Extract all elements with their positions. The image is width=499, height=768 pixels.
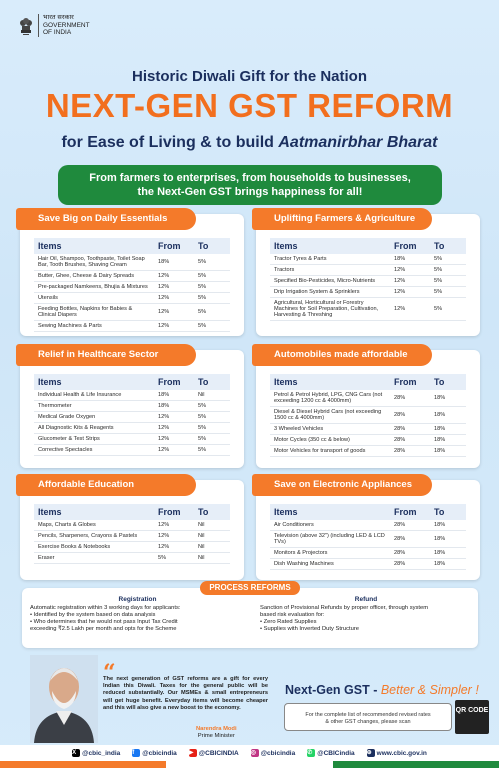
- rate-to: 5%: [194, 271, 230, 282]
- item-name: Hair Oil, Shampoo, Toothpaste, Toilet Soap Bar, Tooth Brushes, Shaving Cream: [34, 254, 154, 271]
- column-header-to: To: [430, 238, 466, 254]
- tagline: [285, 683, 479, 697]
- item-name: Motor Vehicles for transport of goods: [270, 446, 390, 457]
- rate-to: 5%: [430, 287, 466, 298]
- table-row: [34, 542, 230, 553]
- item-name: All Diagnostic Kits & Reagents: [34, 423, 154, 434]
- item-name: Agricultural, Horticultural or Forestry Machines for Soil Preparation, Cultivation, Harvesting & Threshing: [270, 298, 390, 321]
- table-row: [34, 321, 230, 332]
- globe-icon: ⊕: [367, 749, 375, 757]
- table-row: [34, 390, 230, 401]
- card-electronics: [256, 480, 480, 580]
- table-row: [270, 407, 466, 424]
- rate-to: 18%: [430, 446, 466, 457]
- table-row: [34, 412, 230, 423]
- rate-from: 12%: [154, 520, 194, 531]
- rate-to: 5%: [194, 321, 230, 332]
- card-title: Uplifting Farmers & Agriculture: [252, 208, 432, 230]
- rate-from: 12%: [154, 271, 194, 282]
- signature: [196, 726, 237, 739]
- column-header-from: From: [390, 374, 430, 390]
- rate-from: 12%: [154, 434, 194, 445]
- column-header-to: To: [194, 374, 230, 390]
- page-title: NEXT-GEN GST REFORM: [45, 87, 454, 124]
- rate-table: [270, 238, 466, 321]
- rate-from: 12%: [390, 287, 430, 298]
- item-name: Feeding Bottles, Napkins for Babies & Clinical Diapers: [34, 304, 154, 321]
- rate-to: 5%: [194, 412, 230, 423]
- social-link[interactable]: [72, 749, 120, 757]
- rate-to: 5%: [194, 401, 230, 412]
- item-name: Monitors & Projectors: [270, 548, 390, 559]
- table-header-row: [34, 238, 230, 254]
- banner-line1: From farmers to enterprises, from households to businesses,: [89, 172, 411, 184]
- rate-from: 18%: [390, 254, 430, 265]
- rate-to: 5%: [194, 304, 230, 321]
- refund-section: [260, 596, 472, 633]
- table-row: [34, 434, 230, 445]
- rate-from: 28%: [390, 424, 430, 435]
- quote-text: The next generation of GST reforms are a gift for every Indian this Diwali. Taxes for the general public will be reduced substantially. Our MSMEs & small entrepreneurs will get huge benefit. Everyday items will become cheaper and this will also give a new boost to the economy.: [103, 676, 268, 711]
- headline: Historic Diwali Gift for the Nation: [131, 68, 367, 85]
- table-row: [270, 424, 466, 435]
- table-header-row: [34, 374, 230, 390]
- rate-to: 18%: [430, 424, 466, 435]
- rate-from: 28%: [390, 520, 430, 531]
- table-row: [270, 287, 466, 298]
- card-daily-essentials: [20, 214, 244, 336]
- table-row: [270, 298, 466, 321]
- rate-to: Nil: [194, 553, 230, 564]
- item-name: Medical Grade Oxygen: [34, 412, 154, 423]
- rate-to: 18%: [430, 548, 466, 559]
- column-header-items: Items: [270, 238, 390, 254]
- table-row: [34, 531, 230, 542]
- social-handle: @CBICindia: [317, 749, 355, 757]
- process-reforms: [22, 583, 478, 648]
- rate-table: [34, 504, 230, 564]
- item-name: Air Conditioners: [270, 520, 390, 531]
- social-link[interactable]: [251, 749, 296, 757]
- card-healthcare: [20, 350, 244, 468]
- list-note-line1: For the complete list of recommended revised rates: [305, 712, 431, 718]
- gov-hindi-text: भारत सरकार: [43, 14, 74, 21]
- column-header-from: From: [390, 504, 430, 520]
- rate-to: Nil: [194, 531, 230, 542]
- rate-to: 18%: [430, 390, 466, 407]
- rate-to: 18%: [430, 520, 466, 531]
- rate-table: [34, 374, 230, 456]
- item-name: Pencils, Sharpeners, Crayons & Pastels: [34, 531, 154, 542]
- card-title: Relief in Healthcare Sector: [16, 344, 196, 366]
- item-name: Tractors: [270, 265, 390, 276]
- item-name: Maps, Charts & Globes: [34, 520, 154, 531]
- quote-mark-icon: “: [103, 660, 116, 686]
- rate-to: Nil: [194, 520, 230, 531]
- social-handle: www.cbic.gov.in: [376, 749, 427, 757]
- social-handle: @cbic_india: [82, 749, 121, 757]
- gov-line2: OF INDIA: [43, 29, 72, 36]
- column-header-items: Items: [270, 374, 390, 390]
- table-header-row: [34, 504, 230, 520]
- social-link[interactable]: [132, 749, 177, 757]
- national-emblem-icon: [18, 14, 34, 40]
- list-note: [284, 703, 452, 731]
- table-row: [34, 304, 230, 321]
- tricolor-bar: [0, 761, 499, 768]
- table-row: [270, 559, 466, 570]
- rate-from: 12%: [154, 321, 194, 332]
- tagline-plain: Next-Gen GST -: [285, 683, 381, 697]
- quote-name: Narendra Modi: [196, 726, 237, 732]
- rate-from: 28%: [390, 435, 430, 446]
- table-row: [34, 445, 230, 456]
- item-name: Drip Irrigation System & Sprinklers: [270, 287, 390, 298]
- table-header-row: [270, 374, 466, 390]
- rate-from: 18%: [154, 401, 194, 412]
- gov-line1: GOVERNMENT: [43, 21, 90, 29]
- qr-code[interactable]: QR CODE: [455, 700, 489, 734]
- rate-from: 12%: [154, 531, 194, 542]
- column-header-items: Items: [34, 374, 154, 390]
- rate-from: 12%: [154, 293, 194, 304]
- rate-to: 5%: [194, 293, 230, 304]
- rate-from: 12%: [154, 304, 194, 321]
- rate-from: 12%: [154, 445, 194, 456]
- table-row: [34, 423, 230, 434]
- refund-heading: Refund: [354, 596, 378, 603]
- table-row: [34, 553, 230, 564]
- rate-table: [270, 504, 466, 570]
- item-name: Dish Washing Machines: [270, 559, 390, 570]
- refund-line: • Zero Rated Supplies: [260, 619, 317, 625]
- table-row: [270, 390, 466, 407]
- table-row: [270, 446, 466, 457]
- subtitle-italic: Aatmanirbhar Bharat: [278, 134, 438, 151]
- table-row: [270, 548, 466, 559]
- rate-to: 5%: [194, 423, 230, 434]
- table-header-row: [270, 238, 466, 254]
- column-header-from: From: [390, 238, 430, 254]
- card-title: Save Big on Daily Essentials: [16, 208, 196, 230]
- table-row: [34, 401, 230, 412]
- item-name: Diesel & Diesel Hybrid Cars (not exceeding 1500 cc & 4000mm): [270, 407, 390, 424]
- registration-heading: Registration: [118, 596, 157, 603]
- rate-to: 18%: [430, 435, 466, 446]
- card-farmers-agriculture: [256, 214, 480, 336]
- item-name: Exercise Books & Notebooks: [34, 542, 154, 553]
- item-name: Corrective Spectacles: [34, 445, 154, 456]
- government-label: [38, 14, 90, 37]
- whatsapp-icon: ✆: [307, 749, 315, 757]
- rate-to: 18%: [430, 407, 466, 424]
- item-name: Eraser: [34, 553, 154, 564]
- rate-table: [270, 374, 466, 457]
- table-row: [34, 271, 230, 282]
- subtitle-plain: for Ease of Living & to build: [61, 134, 279, 151]
- registration-line: • Identified by the system based on data analysis: [30, 612, 156, 618]
- banner-line2: the Next-Gen GST brings happiness for all!: [137, 186, 363, 198]
- column-header-items: Items: [270, 504, 390, 520]
- rate-from: 28%: [390, 559, 430, 570]
- item-name: Petrol & Petrol Hybrid, LPG, CNG Cars (not exceeding 1200 cc & 4000mm): [270, 390, 390, 407]
- x-icon: X: [72, 749, 80, 757]
- column-header-from: From: [154, 238, 194, 254]
- column-header-items: Items: [34, 504, 154, 520]
- registration-line: • Who determines that he would not pass Input Tax Credit: [30, 619, 178, 625]
- column-header-to: To: [430, 374, 466, 390]
- table-row: [34, 293, 230, 304]
- rate-from: 28%: [390, 407, 430, 424]
- table-row: [34, 282, 230, 293]
- card-automobiles: [256, 350, 480, 468]
- table-row: [270, 265, 466, 276]
- item-name: Butter, Ghee, Cheese & Dairy Spreads: [34, 271, 154, 282]
- rate-to: 5%: [194, 445, 230, 456]
- rate-from: 12%: [390, 298, 430, 321]
- table-header-row: [270, 504, 466, 520]
- rate-from: 18%: [154, 390, 194, 401]
- rate-from: 12%: [154, 542, 194, 553]
- rate-from: 28%: [390, 446, 430, 457]
- social-links: [0, 745, 499, 761]
- rate-from: 12%: [390, 265, 430, 276]
- rate-from: 28%: [390, 531, 430, 548]
- refund-line: Sanction of Provisional Refunds by proper officer, through system: [260, 605, 429, 611]
- rate-from: 5%: [154, 553, 194, 564]
- rate-from: 28%: [390, 390, 430, 407]
- social-handle: @cbicindia: [260, 749, 296, 757]
- column-header-from: From: [154, 374, 194, 390]
- table-row: [34, 254, 230, 271]
- table-row: [270, 531, 466, 548]
- rate-to: 5%: [430, 298, 466, 321]
- item-name: Thermometer: [34, 401, 154, 412]
- registration-line: Automatic registration within 3 working days for applicants:: [30, 605, 181, 611]
- table-row: [270, 435, 466, 446]
- rate-to: 5%: [194, 254, 230, 271]
- item-name: Individual Health & Life Insurance: [34, 390, 154, 401]
- item-name: Motor Cycles (350 cc & below): [270, 435, 390, 446]
- item-name: Sewing Machines & Parts: [34, 321, 154, 332]
- prime-minister-portrait: [30, 655, 98, 743]
- list-note-line2: & other GST changes, please scan: [325, 718, 411, 725]
- item-name: Specified Bio-Pesticides, Micro-Nutrients: [270, 276, 390, 287]
- white-stripe: [166, 761, 332, 768]
- item-name: Glucometer & Test Strips: [34, 434, 154, 445]
- table-row: [270, 276, 466, 287]
- item-name: Television (above 32") (including LED & LCD TVs): [270, 531, 390, 548]
- rate-to: 5%: [430, 254, 466, 265]
- column-header-to: To: [194, 504, 230, 520]
- column-header-to: To: [430, 504, 466, 520]
- subtitle: [0, 134, 499, 152]
- rate-to: 5%: [194, 282, 230, 293]
- process-reforms-title: PROCESS REFORMS: [200, 581, 300, 595]
- government-of-india-logo: [18, 14, 90, 40]
- rate-to: 18%: [430, 559, 466, 570]
- tagline-italic: Better & Simpler !: [380, 683, 479, 697]
- item-name: 3 Wheeled Vehicles: [270, 424, 390, 435]
- rate-from: 18%: [154, 254, 194, 271]
- social-handle: @cbicindia: [142, 749, 177, 757]
- card-title: Save on Electronic Appliances: [252, 474, 432, 496]
- refund-line: • Supplies with Inverted Duty Structure: [260, 626, 360, 632]
- card-education: [20, 480, 244, 580]
- green-stripe: [333, 761, 499, 768]
- rate-to: 18%: [430, 531, 466, 548]
- refund-line: based risk evaluation for:: [260, 612, 325, 618]
- rate-from: 28%: [390, 548, 430, 559]
- rate-table: [34, 238, 230, 332]
- rate-from: 12%: [154, 282, 194, 293]
- social-handle: @CBICINDIA: [198, 749, 239, 757]
- social-link[interactable]: [367, 749, 427, 757]
- card-title: Automobiles made affordable: [252, 344, 432, 366]
- column-header-items: Items: [34, 238, 154, 254]
- column-header-to: To: [194, 238, 230, 254]
- facebook-icon: f: [132, 749, 140, 757]
- rate-from: 12%: [154, 423, 194, 434]
- item-name: Utensils: [34, 293, 154, 304]
- table-row: [270, 254, 466, 265]
- banner: [58, 165, 442, 205]
- table-row: [270, 520, 466, 531]
- rate-to: Nil: [194, 390, 230, 401]
- item-name: Tractor Tyres & Parts: [270, 254, 390, 265]
- header: [0, 0, 499, 70]
- youtube-icon: ▶: [189, 749, 197, 757]
- saffron-stripe: [0, 761, 166, 768]
- item-name: Pre-packaged Namkeens, Bhujia & Mixtures: [34, 282, 154, 293]
- rate-from: 12%: [390, 276, 430, 287]
- social-link[interactable]: [189, 749, 239, 757]
- registration-line: exceeding ₹2.5 Lakh per month and opts for the Scheme: [30, 626, 177, 632]
- column-header-from: From: [154, 504, 194, 520]
- rate-to: Nil: [194, 542, 230, 553]
- card-title: Affordable Education: [16, 474, 196, 496]
- rate-to: 5%: [194, 434, 230, 445]
- instagram-icon: ◎: [251, 749, 259, 757]
- table-row: [34, 520, 230, 531]
- rate-to: 5%: [430, 276, 466, 287]
- quote-role: Prime Minister: [197, 732, 235, 739]
- rate-to: 5%: [430, 265, 466, 276]
- registration-section: [30, 596, 245, 633]
- social-link[interactable]: [307, 749, 354, 757]
- rate-from: 12%: [154, 412, 194, 423]
